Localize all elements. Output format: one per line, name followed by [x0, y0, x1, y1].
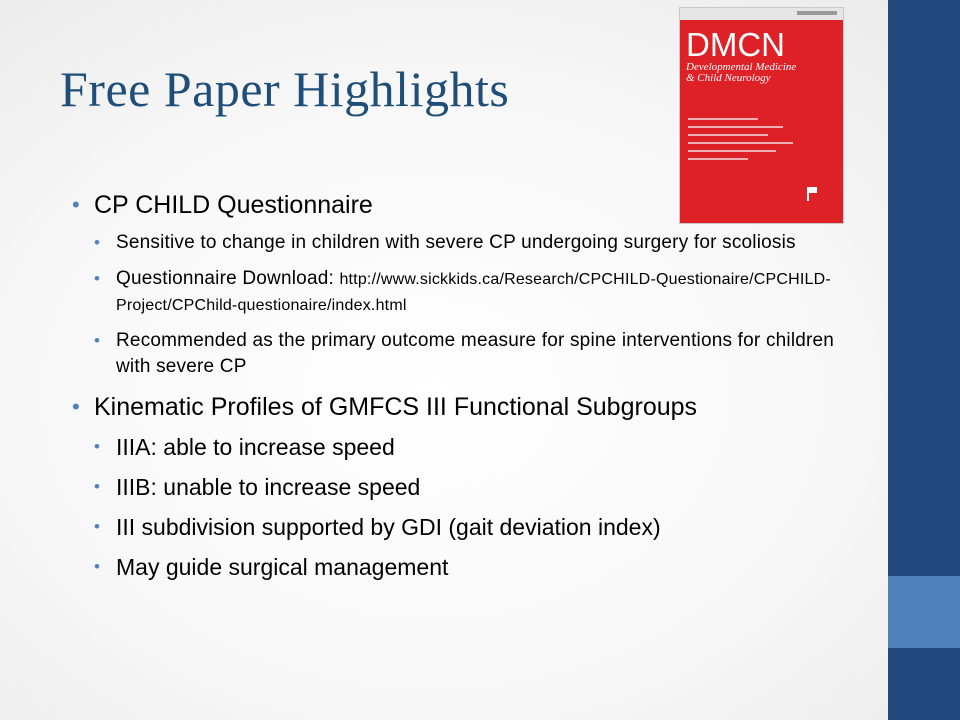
sub-bullet-text: May guide surgical management — [116, 554, 449, 580]
slide-title: Free Paper Highlights — [60, 61, 510, 117]
sub-bullet — [94, 552, 842, 582]
sub-bullet — [94, 328, 842, 380]
right-bar-accent — [888, 576, 960, 648]
sub-bullet-text: IIIB: unable to increase speed — [116, 474, 421, 500]
sub-bullet-text: Recommended as the primary outcome measure for spine interventions for children with severe CP — [116, 330, 835, 377]
cover-journal-name: Developmental Medicine & Child Neurology — [686, 61, 797, 84]
sub-bullet — [94, 432, 842, 462]
sub-bullet — [94, 472, 842, 502]
bullet-cp-child — [72, 190, 842, 380]
sub-bullet-download — [94, 266, 842, 318]
sub-bullet — [94, 230, 842, 256]
bullet-list — [72, 190, 842, 582]
bullet-text: Kinematic Profiles of GMFCS III Functional Subgroups — [94, 393, 698, 421]
sub-bullet-text: Sensitive to change in children with severe CP undergoing surgery for scoliosis — [116, 232, 796, 253]
download-url-link[interactable]: http://www.sickkids.ca/Research/CPCHILD-Questionaire/CPCHILD-Project/CPChild-questionaire/index.html — [116, 271, 831, 314]
sub-bullet-text: III subdivision supported by GDI (gait deviation index) — [116, 514, 661, 540]
bullet-kinematic-profiles — [72, 392, 842, 582]
slide-content — [72, 190, 842, 594]
sub-bullet-list — [94, 432, 842, 582]
download-label: Questionnaire Download: — [116, 268, 340, 289]
sub-bullet — [94, 512, 842, 542]
cover-journal-abbr: DMCN — [686, 26, 785, 63]
sub-bullet-text: IIIA: able to increase speed — [116, 434, 395, 460]
sub-bullet-list — [94, 230, 842, 380]
cover-top-strip — [680, 8, 843, 20]
bullet-text: CP CHILD Questionnaire — [94, 191, 373, 219]
